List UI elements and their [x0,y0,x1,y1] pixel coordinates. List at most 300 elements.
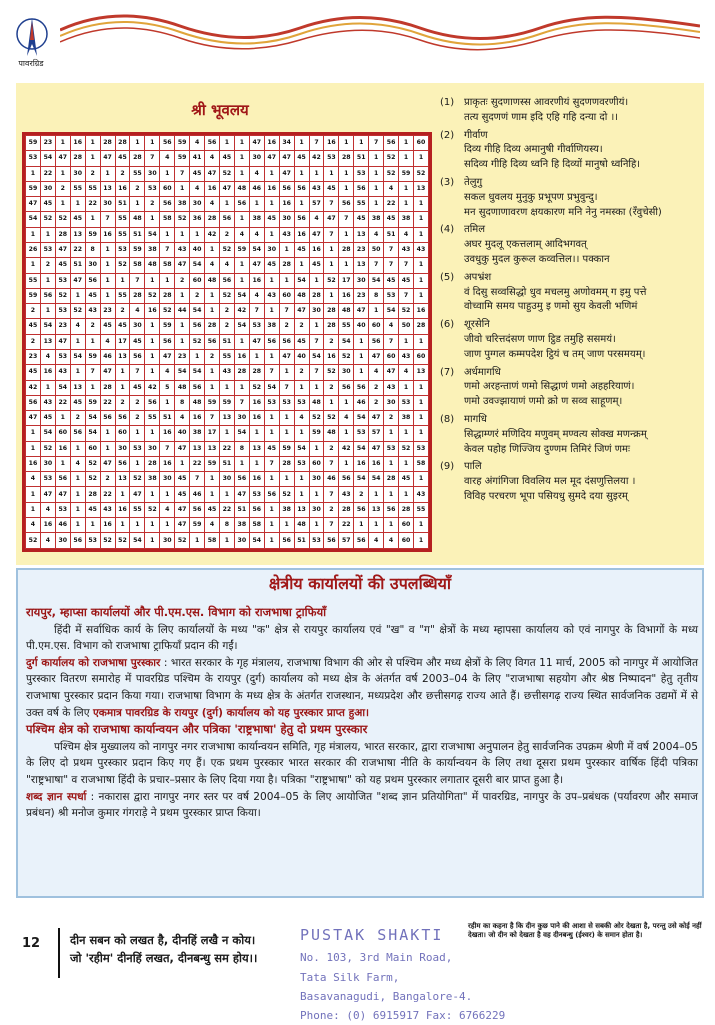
grid-row [26,242,429,257]
grid-cell: 60 [309,456,324,471]
grid-cell: 56 [369,334,384,349]
grid-cell: 22 [100,487,115,502]
grid-cell: 59 [85,227,100,242]
grid-cell: 7 [324,487,339,502]
language-verse-line: विविह परचरण भूपा पसियधु सुमदे दया सुइरम् [464,490,628,502]
language-item [440,96,702,126]
grid-cell: 1 [219,380,234,395]
language-item [440,271,702,315]
grid-cell: 56 [339,472,354,487]
grid-cell: 30 [55,533,70,549]
grid-cell: 1 [145,334,160,349]
language-item [440,129,702,173]
grid-cell: 2 [219,319,234,334]
grid-cell: 45 [130,380,145,395]
grid-cell: 2 [324,380,339,395]
grid-cell: 1 [205,242,220,257]
grid-cell: 52 [399,304,414,319]
grid-cell: 56 [294,212,309,227]
grid-cell: 56 [145,395,160,410]
language-header [440,271,702,286]
bhuvalaya-number-grid [22,132,432,552]
grid-cell: 7 [324,518,339,533]
grid-cell: 2 [130,411,145,426]
grid-cell: 1 [354,334,369,349]
grid-row [26,441,429,456]
grid-cell: 1 [145,349,160,364]
grid-cell: 44 [175,304,190,319]
grid-cell: 54 [26,212,41,227]
language-header [440,413,702,428]
grid-cell: 56 [234,197,249,212]
grid-cell: 4 [234,227,249,242]
page-number: 12 [22,936,41,951]
grid-cell: 45 [70,212,85,227]
grid-cell: 54 [249,533,264,549]
grid-cell: 54 [130,533,145,549]
grid-cell: 59 [160,319,175,334]
grid-cell: 1 [145,533,160,549]
grid-cell: 45 [384,212,399,227]
grid-cell: 45 [175,472,190,487]
grid-cell: 45 [384,273,399,288]
grid-cell: 1 [354,518,369,533]
grid-cell: 53 [249,487,264,502]
grid-cell: 7 [384,258,399,273]
grid-cell: 52 [279,487,294,502]
grid-cell: 1 [309,487,324,502]
grid-cell: 52 [145,288,160,303]
footer-couplet-meaning: रहीम का कहना है कि दीन कुछ पाने की आशा से सबकी ओर देखता है, परन्तु उसे कोई नहीं देखता। जो दीन को देखता है वह दीनबन्धु (ईश्वर) के समान होता है। [468,922,702,940]
grid-cell: 7 [399,258,414,273]
footer-divider [58,928,60,978]
grid-cell: 54 [339,334,354,349]
grid-cell: 4 [369,533,384,549]
grid-cell: 53 [294,456,309,471]
grid-cell: 60 [384,349,399,364]
grid-cell: 1 [205,472,220,487]
grid-cell: 59 [219,395,234,410]
grid-cell: 1 [145,273,160,288]
grid-cell: 1 [264,502,279,517]
language-header [440,176,702,191]
grid-cell: 47 [175,258,190,273]
grid-cell: 60 [413,136,428,151]
grid-cell: 54 [369,472,384,487]
grid-cell: 13 [115,349,130,364]
grid-cell: 1 [264,227,279,242]
grid-row [26,151,429,166]
grid-cell: 1 [294,166,309,181]
grid-cell: 58 [413,456,428,471]
language-number: (3) [440,176,455,188]
grid-cell: 59 [26,288,41,303]
grid-cell: 30 [40,456,55,471]
grid-cell: 58 [249,518,264,533]
language-name: तमिल [464,224,486,236]
language-verse-line: जाण पुग्गल कम्मपदेश ट्ठियं च तम् जाण परसमयम्। [464,348,646,360]
language-header [440,223,702,238]
grid-cell: 53 [294,395,309,410]
grid-cell: 2 [55,181,70,196]
grid-cell: 54 [85,426,100,441]
grid-cell: 1 [219,136,234,151]
grid-cell: 38 [279,502,294,517]
grid-cell: 1 [40,227,55,242]
grid-cell: 16 [249,472,264,487]
grid-cell: 13 [294,502,309,517]
grid-cell: 28 [384,472,399,487]
grid-cell: 2 [324,502,339,517]
grid-cell: 52 [324,411,339,426]
grid-cell: 17 [115,334,130,349]
grid-cell: 43 [100,502,115,517]
grid-cell: 7 [324,456,339,471]
section-west-body: पश्चिम क्षेत्र मुख्यालय को नागपुर नगर राजभाषा कार्यान्वयन समिति, गृह मंत्रालय, भारत सरकार, द्वारा राजभाषा अनुपालन हेतु सार्वजनिक उपक्रम श्रेणी में वर्ष 2004–05 के लिए दो प्रथम पुरस्कार प्रदान किए गए हैं। एक प्रथम पुरस्कार भारत सरकार की राजभाषा नीति के कार्यान्वयन के लिए तथा दूसरा प्रथम पुरस्कार वार्षिक हिंदी पत्रिका "राष्ट्रभाषा" व राजभाषा हिंदी के प्रचार–प्रसार के लिए दिया गया है। पत्रिका "राष्ट्रभाषा" को यह प्रथम पुरस्कार लगातार दूसरी बार प्राप्त हुआ है। [26,740,698,786]
grid-cell: 56 [40,288,55,303]
grid-cell: 28 [309,288,324,303]
grid-cell: 46 [324,472,339,487]
bookseller-stamp [300,922,580,1025]
grid-cell: 30 [339,365,354,380]
grid-cell: 47 [264,151,279,166]
grid-cell: 28 [399,502,414,517]
grid-cell: 55 [354,197,369,212]
grid-cell: 1 [413,533,428,549]
language-verse-line: केवल पहोह णिज्जिय दुण्णम तिमिरं जिणं णमः [464,443,631,455]
grid-cell: 1 [26,502,41,517]
grid-cell: 1 [324,258,339,273]
grid-cell: 1 [249,456,264,471]
grid-cell: 16 [249,395,264,410]
grid-cell: 52 [384,166,399,181]
grid-cell: 55 [145,411,160,426]
grid-cell: 46 [55,518,70,533]
language-name: पालि [464,461,482,473]
grid-cell: 54 [40,319,55,334]
language-verse-line: सदिव्य गीहि दिव्य ध्वनि हि दिव्यों मानुषो ध्वनिहि। [464,159,641,171]
grid-cell: 16 [264,136,279,151]
grid-cell: 52 [26,533,41,549]
grid-cell: 51 [354,151,369,166]
grid-cell: 7 [339,212,354,227]
grid-cell: 1 [354,136,369,151]
grid-cell: 28 [145,456,160,471]
grid-cell: 7 [369,258,384,273]
grid-cell: 45 [399,472,414,487]
grid-cell: 28 [413,319,428,334]
grid-cell: 60 [399,533,414,549]
grid-cell: 1 [100,426,115,441]
grid-cell: 59 [279,441,294,456]
grid-cell: 1 [339,181,354,196]
grid-cell: 56 [130,349,145,364]
grid-cell: 56 [100,411,115,426]
grid-cell: 53 [324,151,339,166]
grid-cell: 47 [249,136,264,151]
language-verse-line: तत्य सुदणणं णाम इदि एहि गहि दन्या दो ।। [464,111,619,123]
grid-cell: 57 [309,197,324,212]
grid-cell: 2 [130,181,145,196]
grid-cell: 43 [40,395,55,410]
grid-cell: 53 [40,472,55,487]
grid-cell: 1 [384,456,399,471]
section-durg-heading: दुर्ग कार्यालय को राजभाषा पुरस्कार [26,656,161,669]
grid-cell: 56 [384,136,399,151]
grid-cell: 53 [26,151,41,166]
grid-cell: 54 [369,273,384,288]
grid-cell: 8 [219,518,234,533]
grid-cell: 1 [294,487,309,502]
grid-cell: 53 [85,533,100,549]
grid-cell: 2 [175,273,190,288]
grid-cell: 45 [354,212,369,227]
grid-cell: 38 [175,197,190,212]
grid-cell: 47 [369,349,384,364]
grid-cell: 58 [160,212,175,227]
grid-cell: 1 [369,197,384,212]
grid-cell: 43 [85,304,100,319]
grid-cell: 1 [130,426,145,441]
grid-cell: 59 [205,395,220,410]
grid-cell: 50 [399,319,414,334]
grid-cell: 28 [339,151,354,166]
grid-cell: 38 [369,212,384,227]
grid-cell: 43 [413,242,428,257]
grid-cell: 13 [115,472,130,487]
grid-cell: 45 [264,441,279,456]
grid-cell: 7 [384,242,399,257]
grid-cell: 41 [190,151,205,166]
grid-cell: 48 [294,288,309,303]
grid-cell: 13 [249,441,264,456]
grid-cell: 1 [175,227,190,242]
grid-cell: 28 [85,487,100,502]
grid-cell: 30 [309,472,324,487]
grid-cell: 28 [205,212,220,227]
grid-cell: 16 [160,456,175,471]
grid-cell: 1 [40,380,55,395]
grid-cell: 7 [145,151,160,166]
grid-cell: 51 [160,411,175,426]
grid-cell: 1 [279,273,294,288]
grid-cell: 30 [160,472,175,487]
grid-cell: 47 [70,273,85,288]
grid-cell: 30 [130,319,145,334]
grid-cell: 7 [279,304,294,319]
grid-cell: 1 [309,273,324,288]
grid-cell: 4 [384,181,399,196]
grid-cell: 2 [115,395,130,410]
grid-cell: 52 [160,304,175,319]
grid-cell: 45 [100,319,115,334]
grid-cell: 1 [369,181,384,196]
grid-cell: 4 [384,319,399,334]
grid-cell: 38 [234,518,249,533]
grid-cell: 60 [85,441,100,456]
grid-cell: 13 [205,441,220,456]
grid-cell: 53 [40,242,55,257]
grid-row [26,456,429,471]
grid-cell: 43 [55,365,70,380]
grid-cell: 1 [115,380,130,395]
language-item [440,460,702,504]
grid-cell: 56 [279,334,294,349]
grid-cell: 59 [175,151,190,166]
grid-cell: 30 [219,472,234,487]
grid-cell: 45 [294,151,309,166]
grid-cell: 60 [190,273,205,288]
grid-row [26,502,429,517]
grid-cell: 1 [413,258,428,273]
grid-cell: 16 [115,181,130,196]
grid-cell: 51 [384,227,399,242]
grid-cell: 7 [309,334,324,349]
grid-cell: 30 [264,242,279,257]
grid-cell: 1 [339,136,354,151]
grid-cell: 56 [70,533,85,549]
grid-cell: 8 [234,441,249,456]
grid-cell: 13 [369,502,384,517]
grid-cell: 7 [309,365,324,380]
grid-cell: 1 [369,304,384,319]
grid-cell: 30 [145,441,160,456]
grid-cell: 43 [339,487,354,502]
grid-cell: 54 [190,304,205,319]
language-list [440,96,702,508]
grid-cell: 8 [175,395,190,410]
grid-cell: 1 [70,472,85,487]
grid-cell: 13 [40,334,55,349]
grid-row [26,487,429,502]
grid-cell: 7 [175,166,190,181]
grid-cell: 54 [145,227,160,242]
grid-cell: 16 [354,456,369,471]
grid-cell: 7 [279,380,294,395]
grid-cell: 46 [100,349,115,364]
grid-cell: 1 [160,395,175,410]
grid-cell: 60 [399,518,414,533]
grid-cell: 47 [324,212,339,227]
grid-cell: 4 [219,258,234,273]
grid-cell: 16 [369,456,384,471]
grid-cell: 1 [100,258,115,273]
grid-cell: 47 [369,411,384,426]
grid-cell: 1 [264,472,279,487]
grid-cell: 1 [100,166,115,181]
grid-cell: 30 [234,533,249,549]
grid-cell: 1 [219,533,234,549]
grid-cell: 53 [384,288,399,303]
grid-cell: 16 [264,181,279,196]
grid-cell: 53 [130,441,145,456]
grid-cell: 42 [309,151,324,166]
language-number: (8) [440,413,455,425]
grid-cell: 54 [70,349,85,364]
grid-cell: 28 [339,242,354,257]
grid-cell: 7 [130,273,145,288]
grid-cell: 1 [145,136,160,151]
grid-cell: 48 [205,273,220,288]
grid-cell: 54 [234,319,249,334]
grid-cell: 4 [399,365,414,380]
grid-cell: 38 [249,212,264,227]
grid-cell: 52 [324,365,339,380]
grid-cell: 1 [85,151,100,166]
grid-row [26,258,429,273]
grid-cell: 13 [190,441,205,456]
grid-cell: 52 [190,334,205,349]
grid-cell: 7 [324,227,339,242]
grid-cell: 45 [130,334,145,349]
grid-cell: 53 [384,441,399,456]
grid-cell: 7 [264,456,279,471]
grid-cell: 7 [309,136,324,151]
grid-cell: 28 [339,502,354,517]
grid-row [26,334,429,349]
grid-cell: 1 [26,227,41,242]
grid-cell: 8 [369,288,384,303]
grid-cell: 1 [294,380,309,395]
grid-cell: 1 [264,166,279,181]
grid-cell: 1 [40,304,55,319]
grid-cell: 1 [130,197,145,212]
grid-cell: 48 [309,395,324,410]
grid-cell: 1 [413,472,428,487]
grid-cell: 56 [70,426,85,441]
grid-row [26,395,429,410]
grid-cell: 1 [145,487,160,502]
grid-row [26,197,429,212]
grid-cell: 1 [205,487,220,502]
grid-cell: 2 [205,349,220,364]
grid-cell: 46 [249,181,264,196]
grid-cell: 30 [160,533,175,549]
grid-cell: 52 [175,533,190,549]
grid-cell: 43 [399,349,414,364]
grid-cell: 56 [264,334,279,349]
grid-cell: 30 [279,212,294,227]
grid-cell: 1 [234,212,249,227]
grid-cell: 1 [339,166,354,181]
grid-cell: 59 [26,136,41,151]
grid-cell: 1 [175,181,190,196]
grid-cell: 54 [190,258,205,273]
grid-cell: 1 [294,136,309,151]
grid-cell: 1 [279,242,294,257]
grid-cell: 1 [205,365,220,380]
grid-cell: 7 [384,334,399,349]
grid-cell: 1 [324,288,339,303]
grid-cell: 52 [85,472,100,487]
grid-cell: 1 [264,273,279,288]
grid-cell: 7 [249,304,264,319]
grid-cell: 56 [205,136,220,151]
grid-cell: 50 [369,242,384,257]
grid-cell: 1 [234,136,249,151]
language-number: (4) [440,224,455,236]
grid-cell: 28 [324,304,339,319]
grid-cell: 1 [369,518,384,533]
grid-cell: 47 [55,242,70,257]
grid-cell: 1 [234,334,249,349]
grid-cell: 1 [249,349,264,364]
grid-cell: 16 [190,411,205,426]
grid-cell: 43 [399,242,414,257]
grid-cell: 13 [70,380,85,395]
grid-row [26,273,429,288]
grid-cell: 28 [324,319,339,334]
